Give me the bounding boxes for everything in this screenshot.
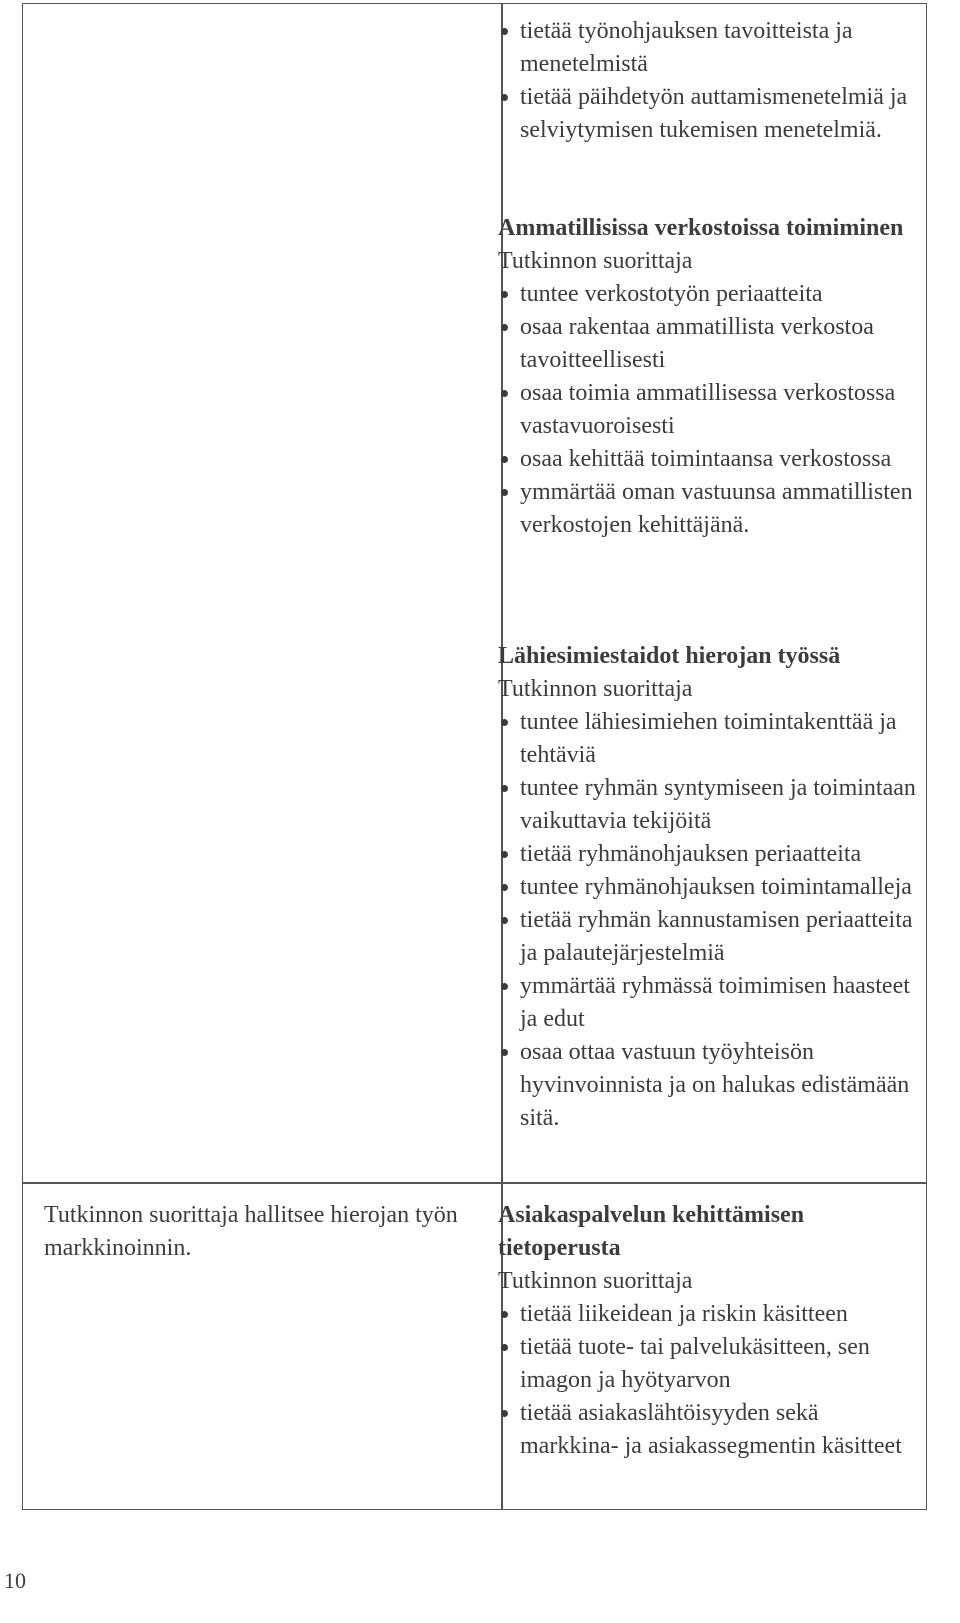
- list-item: tietää tuote- tai palvelukäsitteen, sen imagon ja hyötyarvon: [498, 1331, 918, 1397]
- section-intro: Tutkinnon suorittaja: [498, 248, 693, 274]
- section-intro: Tutkinnon suorittaja: [498, 1268, 693, 1294]
- block-supervisor-skills: [498, 640, 918, 1135]
- section-heading: Lähiesimiestaidot hierojan työssä: [498, 643, 841, 669]
- marketing-competence: Tutkinnon suorittaja hallitsee hierojan työn markkinoinnin.: [44, 1202, 458, 1261]
- supervisor-skills-list: [498, 706, 918, 1135]
- list-item: tietää päihdetyön auttamismenetelmiä ja selviytymisen tukemisen menetelmiä.: [498, 81, 918, 147]
- block-customer-service: [498, 1199, 918, 1463]
- list-item: tietää ryhmänohjauksen periaatteita: [498, 838, 918, 871]
- block-networks: [498, 212, 918, 542]
- block-supervision: [498, 15, 918, 147]
- list-item: osaa toimia ammatillisessa verkostossa vastavuoroisesti: [498, 377, 918, 443]
- list-item: tuntee ryhmän syntymiseen ja toimintaan vaikuttavia tekijöitä: [498, 772, 918, 838]
- section-intro: Tutkinnon suorittaja: [498, 676, 693, 702]
- supervision-list: [498, 15, 918, 147]
- list-item: tietää ryhmän kannustamisen periaatteita ja palautejärjestelmiä: [498, 904, 918, 970]
- list-item: tietää työnohjauksen tavoitteista ja menetelmistä: [498, 15, 918, 81]
- list-item: tietää liikeidean ja riskin käsitteen: [498, 1298, 918, 1331]
- customer-service-list: [498, 1298, 918, 1463]
- list-item: tietää asiakaslähtöisyyden sekä markkina- ja asiakassegmentin käsitteet: [498, 1397, 918, 1463]
- list-item: osaa ottaa vastuun työyhteisön hyvinvoinnista ja on halukas edistämään sitä.: [498, 1036, 918, 1135]
- list-item: ymmärtää oman vastuunsa ammatillisten verkostojen kehittäjänä.: [498, 476, 918, 542]
- row-divider-left: [23, 1182, 501, 1184]
- list-item: tuntee verkostotyön periaatteita: [498, 278, 918, 311]
- page-number: 10: [4, 1568, 26, 1593]
- section-heading: Ammatillisissa verkostoissa toimiminen: [498, 215, 904, 241]
- list-item: tuntee ryhmänohjauksen toimintamalleja: [498, 871, 918, 904]
- row-divider-right: [502, 1182, 927, 1184]
- list-item: tuntee lähiesimiehen toimintakenttää ja tehtäviä: [498, 706, 918, 772]
- section-heading: Asiakaspalvelun kehittämisen tietoperusta: [498, 1202, 805, 1261]
- list-item: ymmärtää ryhmässä toimimisen haasteet ja edut: [498, 970, 918, 1036]
- networks-list: [498, 278, 918, 542]
- list-item: osaa kehittää toimintaansa verkostossa: [498, 443, 918, 476]
- list-item: osaa rakentaa ammatillista verkostoa tavoitteellisesti: [498, 311, 918, 377]
